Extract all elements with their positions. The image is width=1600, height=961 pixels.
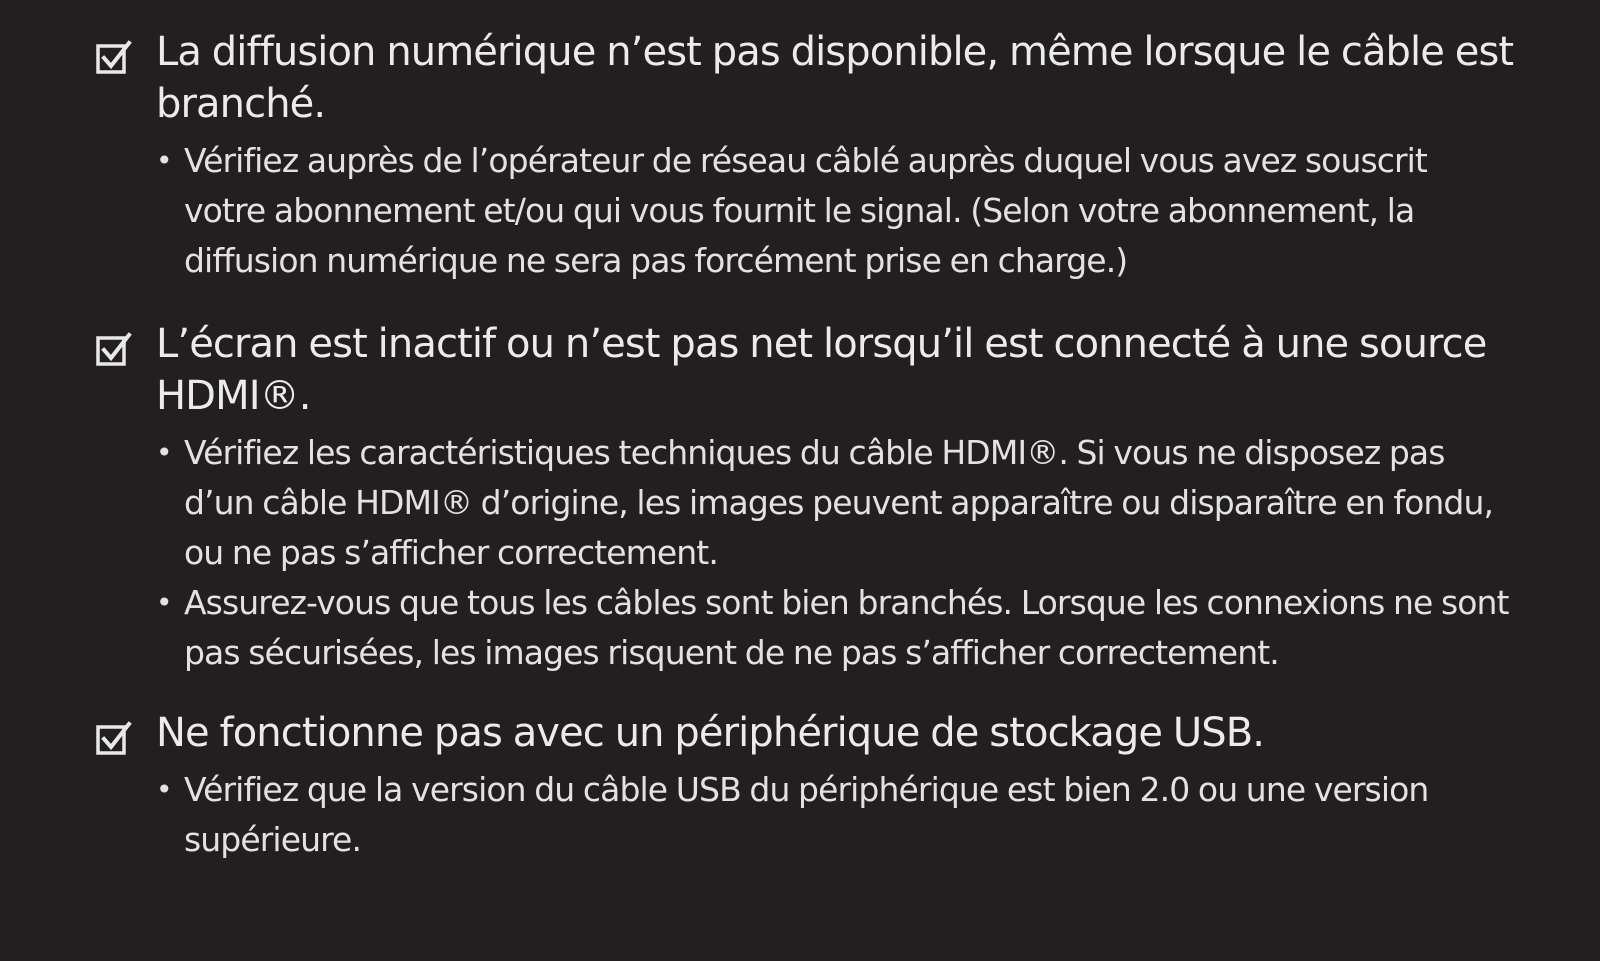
item-header — [96, 26, 1516, 130]
item-title: Ne fonctionne pas avec un périphérique de stockage USB. — [156, 710, 1265, 756]
bullet-text: Vérifiez les caractéristiques techniques du câble HDMI®. Si vous ne disposez pas d’un câble HDMI® d’origine, les images peuvent apparaître ou disparaître en fondu, ou ne pas s’afficher correctement. — [184, 433, 1494, 572]
item-header — [96, 318, 1516, 422]
bullet-list — [156, 428, 1516, 678]
bullet-list — [156, 136, 1516, 286]
troubleshooting-item — [96, 707, 1516, 865]
bullet-icon: • — [156, 436, 172, 469]
list-item — [156, 765, 1516, 865]
checkbox-checked-icon — [96, 721, 132, 757]
troubleshooting-item — [96, 26, 1516, 286]
bullet-icon: • — [156, 586, 172, 619]
list-item — [156, 428, 1516, 578]
bullet-text: Assurez-vous que tous les câbles sont bien branchés. Lorsque les connexions ne sont pas sécurisées, les images risquent de ne pas s’afficher correctement. — [184, 583, 1509, 672]
item-title: La diffusion numérique n’est pas disponible, même lorsque le câble est branché. — [156, 29, 1514, 127]
checkbox-checked-icon — [96, 332, 132, 368]
bullet-icon: • — [156, 773, 172, 806]
bullet-list — [156, 765, 1516, 865]
item-title: L’écran est inactif ou n’est pas net lorsqu’il est connecté à une source HDMI®. — [156, 321, 1487, 419]
bullet-text: Vérifiez auprès de l’opérateur de réseau câblé auprès duquel vous avez souscrit votre abonnement et/ou qui vous fournit le signal. (Selon votre abonnement, la diffusion numérique ne sera pas forcément prise en charge.) — [184, 141, 1427, 280]
item-header — [96, 707, 1516, 759]
troubleshooting-item — [96, 318, 1516, 678]
checkbox-checked-icon — [96, 40, 132, 76]
list-item — [156, 136, 1516, 286]
bullet-icon: • — [156, 144, 172, 177]
bullet-text: Vérifiez que la version du câble USB du périphérique est bien 2.0 ou une version supérieure. — [184, 770, 1429, 859]
list-item — [156, 578, 1516, 678]
